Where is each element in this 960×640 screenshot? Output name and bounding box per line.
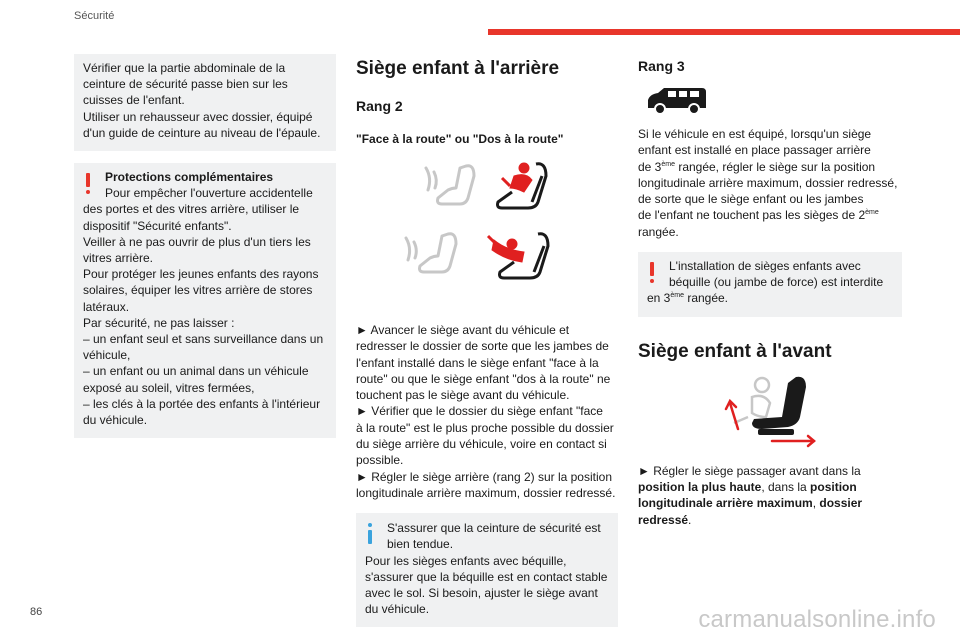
tip-line: cuisses de l'enfant. [83,93,185,108]
row-3-line: enfant est installé en place passager arrière [638,143,871,158]
row-3-line: de l'enfant ne touchent pas les sièges de 2ème [638,208,879,223]
orientation-caption: "Face à la route" ou "Dos à la route" [356,132,564,146]
info-line: bien tendue. [387,537,454,552]
seat-outline-icon [734,378,770,423]
warning-line: vitres arrière. [83,251,154,266]
front-seat-heading: Siège enfant à l'avant [638,340,832,362]
forward-facing-seat-illustration [356,158,618,308]
warning-line: Pour protéger les jeunes enfants des rayons [83,267,319,282]
tip-line: Vérifier que la partie abdominale de la [83,61,286,75]
row-3-line: Si le véhicule en est équipé, lorsqu'un siège [638,127,872,141]
warning-line: latéraux. [83,299,130,314]
child-seat-red-icon [488,236,524,262]
warning-line: Pour empêcher l'ouverture accidentelle [105,186,313,201]
instruction-line: à la route" est le plus proche possible du dossier [356,420,614,435]
child-seat-red-icon [502,163,532,192]
row-3-line: longitudinale arrière maximum, dossier redressé, [638,175,898,190]
front-seat-line: position la plus haute, dans la position [638,479,857,494]
tip-line: Utiliser un rehausseur avec dossier, équipé [83,109,313,124]
watermark: carmanualsonline.info [698,606,936,633]
instruction-line: ► Vérifier que le dossier du siège enfant "face [356,404,603,419]
front-passenger-seat-illustration [712,373,832,453]
page-number: 86 [30,606,43,618]
info-icon [368,523,372,544]
warning-line: – un enfant seul et sans surveillance dans un [83,332,324,347]
instruction-line: l'enfant installé dans le siège enfant "face à la [356,355,599,370]
row-3-line: de 3ème rangée, régler le siège sur la position [638,159,876,174]
instruction-line: ► Régler le siège arrière (rang 2) sur la position [356,469,612,484]
front-seat-black-icon [752,376,806,434]
warning-line: béquille (ou jambe de force) est interdite [669,275,884,290]
warning-line: – un enfant ou un animal dans un véhicule [83,364,309,379]
front-seat-line: redressé. [638,512,692,527]
motion-lines-icon [406,238,416,260]
instruction-line: longitudinale arrière maximum, dossier redressé. [356,485,616,500]
motion-lines-icon [426,168,436,190]
tip-line: ceinture de sécurité passe bien sur les [83,77,288,92]
warning-icon [86,173,90,194]
info-line: du véhicule. [365,602,430,617]
instruction-line: possible. [356,453,404,468]
front-seat-line: longitudinale arrière maximum, dossier [638,496,863,511]
warning-title: Protections complémentaires [105,170,274,185]
middle-column [356,54,618,627]
warning-line: véhicule, [83,348,131,363]
instruction-line: touchent pas le siège avant du véhicule. [356,388,570,403]
info-line: S'assurer que la ceinture de sécurité est [387,521,601,536]
van-icon [644,86,708,116]
warning-line: exposé au soleil, vitres fermées, [83,380,255,395]
warning-line: solaires, équiper les vitres arrière de stores [83,283,313,298]
instruction-line: du siège arrière du véhicule, voire en contact si [356,437,607,452]
row-3-line: de sorte que le siège enfant ou les jambes [638,192,864,207]
warning-line: dispositif "Sécurité enfants". [83,218,232,233]
row-3-warning-box [638,252,902,317]
rear-seat-heading: Siège enfant à l'arrière [356,58,560,79]
right-column [638,54,902,528]
instruction-line: ► Avancer le siège avant du véhicule et [356,323,570,337]
instruction-line: route" ou que le siège enfant "dos à la route" ne [356,371,611,386]
warning-line: des portes et des vitres arrière, utiliser le [83,202,300,217]
belt-info-box [356,513,618,627]
warning-line: du véhicule. [83,413,148,428]
warning-line: en 3ème rangée. [647,291,729,306]
header-accent-bar [488,29,960,35]
warning-line: Veiller à ne pas ouvrir de plus d'un tiers les [83,234,311,249]
row-2-heading: Rang 2 [356,98,403,114]
front-seat-outline-icon [438,166,475,204]
warning-line: Par sécurité, ne pas laisser : [83,315,235,330]
instruction-line: redresser le dossier de sorte que les jambes de [356,339,609,354]
tip-line: d'un guide de ceinture au niveau de l'épaule. [83,125,321,140]
front-seat-line: ► Régler le siège passager avant dans la [638,463,861,478]
warning-line: L'installation de sièges enfants avec [669,259,861,274]
info-line: s'assurer que la béquille est en contact stable [365,569,608,584]
warning-icon [650,262,654,283]
left-column [74,54,336,438]
row-3-line: rangée. [638,224,679,239]
info-line: Pour les sièges enfants avec béquille, [365,553,567,568]
section-title: Sécurité [74,10,115,22]
row-3-heading: Rang 3 [638,58,685,74]
belt-tip-box [74,54,336,151]
warning-line: – les clés à la portée des enfants à l'intérieur [83,396,321,411]
front-seat-outline-icon [420,234,457,272]
protections-warning-box [74,163,336,438]
info-line: avec le sol. Si besoin, ajuster le siège avant [365,586,598,601]
